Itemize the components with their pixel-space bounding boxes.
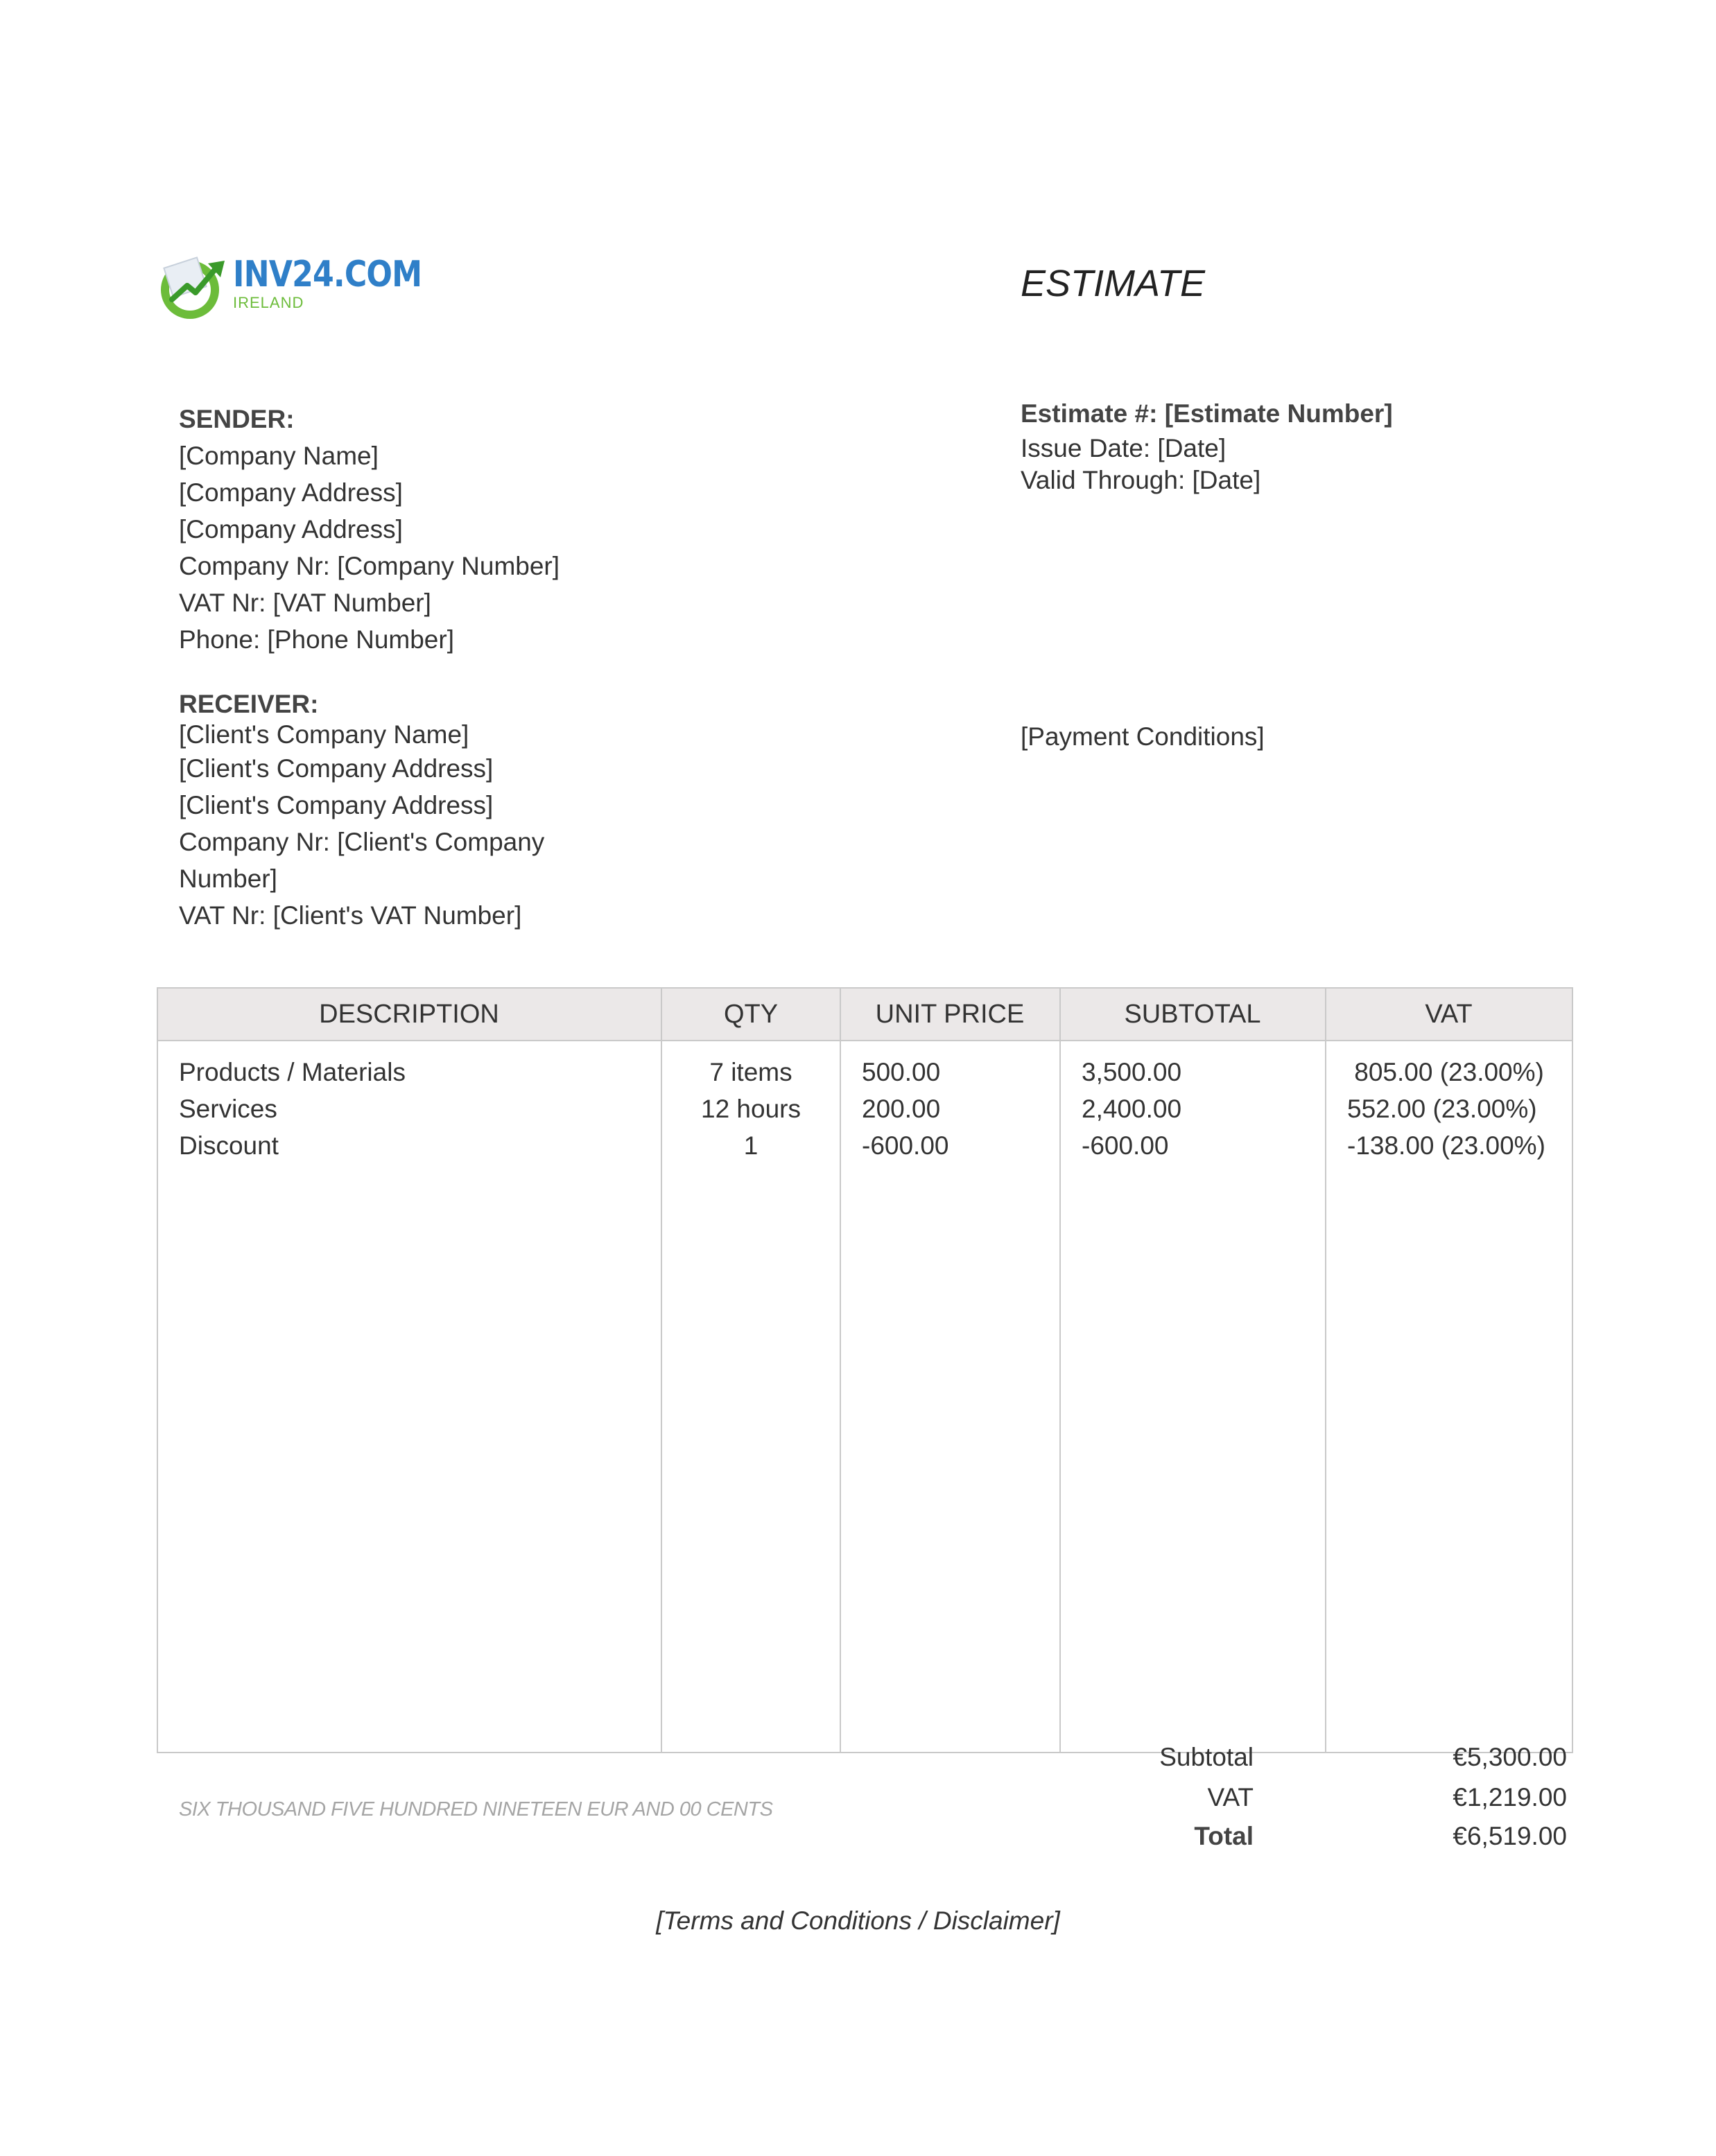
items-table: [157, 987, 1573, 1753]
sender-phone: Phone: [Phone Number]: [179, 625, 454, 654]
header-subtotal: SUBTOTAL: [1060, 988, 1326, 1041]
vat-column: [1326, 1041, 1572, 1753]
estimate-number: Estimate #: [Estimate Number]: [1021, 399, 1393, 428]
header-unit-price: UNIT PRICE: [840, 988, 1060, 1041]
table-header-row: [157, 988, 1572, 1041]
amount-in-words: SIX THOUSAND FIVE HUNDRED NINETEEN EUR AND 00 CENTS: [179, 1798, 773, 1820]
row-vat: -138.00 (23.00%): [1347, 1131, 1545, 1160]
header-qty: QTY: [661, 988, 840, 1041]
valid-through: Valid Through: [Date]: [1021, 466, 1261, 494]
receiver-company-name: [Client's Company Name]: [179, 720, 469, 749]
receiver-address-line: [Client's Company Address]: [179, 791, 494, 819]
subtotal-column: [1060, 1041, 1326, 1753]
row-description: Products / Materials: [179, 1058, 406, 1086]
row-description: Services: [179, 1095, 277, 1123]
row-unit-price: -600.00: [862, 1131, 949, 1160]
vat-value: €1,219.00: [1453, 1783, 1567, 1811]
logo-text: INV24.COM: [233, 254, 422, 295]
subtotal-label: Subtotal: [1159, 1743, 1254, 1771]
row-subtotal: 2,400.00: [1082, 1095, 1182, 1123]
sender-vat-number: VAT Nr: [VAT Number]: [179, 589, 431, 617]
receiver-address-line: [Client's Company Address]: [179, 754, 494, 783]
document-title: ESTIMATE: [1021, 263, 1206, 304]
vat-label: VAT: [1207, 1783, 1254, 1811]
logo-subtext: IRELAND: [233, 294, 304, 311]
sender-address-line: [Company Address]: [179, 478, 403, 507]
row-qty: 1: [743, 1131, 759, 1160]
row-qty: 12 hours: [701, 1095, 801, 1123]
row-unit-price: 200.00: [862, 1095, 941, 1123]
subtotal-value: €5,300.00: [1453, 1743, 1567, 1771]
sender-block: [179, 401, 560, 658]
receiver-heading: RECEIVER:: [179, 690, 319, 718]
row-unit-price: 500.00: [862, 1058, 941, 1086]
terms-and-conditions: [Terms and Conditions / Disclaimer]: [656, 1906, 1060, 1935]
row-vat: 805.00 (23.00%): [1347, 1058, 1544, 1086]
receiver-vat-number: VAT Nr: [Client's VAT Number]: [179, 901, 522, 930]
logo-icon: [158, 251, 234, 320]
unit-price-column: [840, 1041, 1060, 1753]
sender-heading: SENDER:: [179, 405, 295, 433]
receiver-company-number-cont: Number]: [179, 864, 277, 893]
sender-company-number: Company Nr: [Company Number]: [179, 552, 560, 580]
header-vat: VAT: [1326, 988, 1572, 1041]
estimate-meta: [1021, 398, 1393, 496]
header-description: DESCRIPTION: [157, 988, 661, 1041]
row-qty: 7 items: [709, 1058, 792, 1086]
row-subtotal: 3,500.00: [1082, 1058, 1182, 1086]
total-label: Total: [1194, 1822, 1254, 1850]
receiver-company-number: Company Nr: [Client's Company: [179, 828, 545, 856]
sender-address-line: [Company Address]: [179, 515, 403, 544]
qty-column: [661, 1041, 840, 1753]
row-subtotal: -600.00: [1082, 1131, 1169, 1160]
issue-date: Issue Date: [Date]: [1021, 434, 1227, 462]
row-vat: 552.00 (23.00%): [1347, 1095, 1537, 1123]
payment-conditions: [Payment Conditions]: [1021, 722, 1265, 751]
receiver-block: [179, 689, 544, 934]
description-column: [157, 1041, 661, 1753]
row-description: Discount: [179, 1131, 279, 1160]
total-value: €6,519.00: [1453, 1822, 1567, 1850]
sender-company-name: [Company Name]: [179, 442, 379, 470]
table-body: [157, 1041, 1572, 1753]
